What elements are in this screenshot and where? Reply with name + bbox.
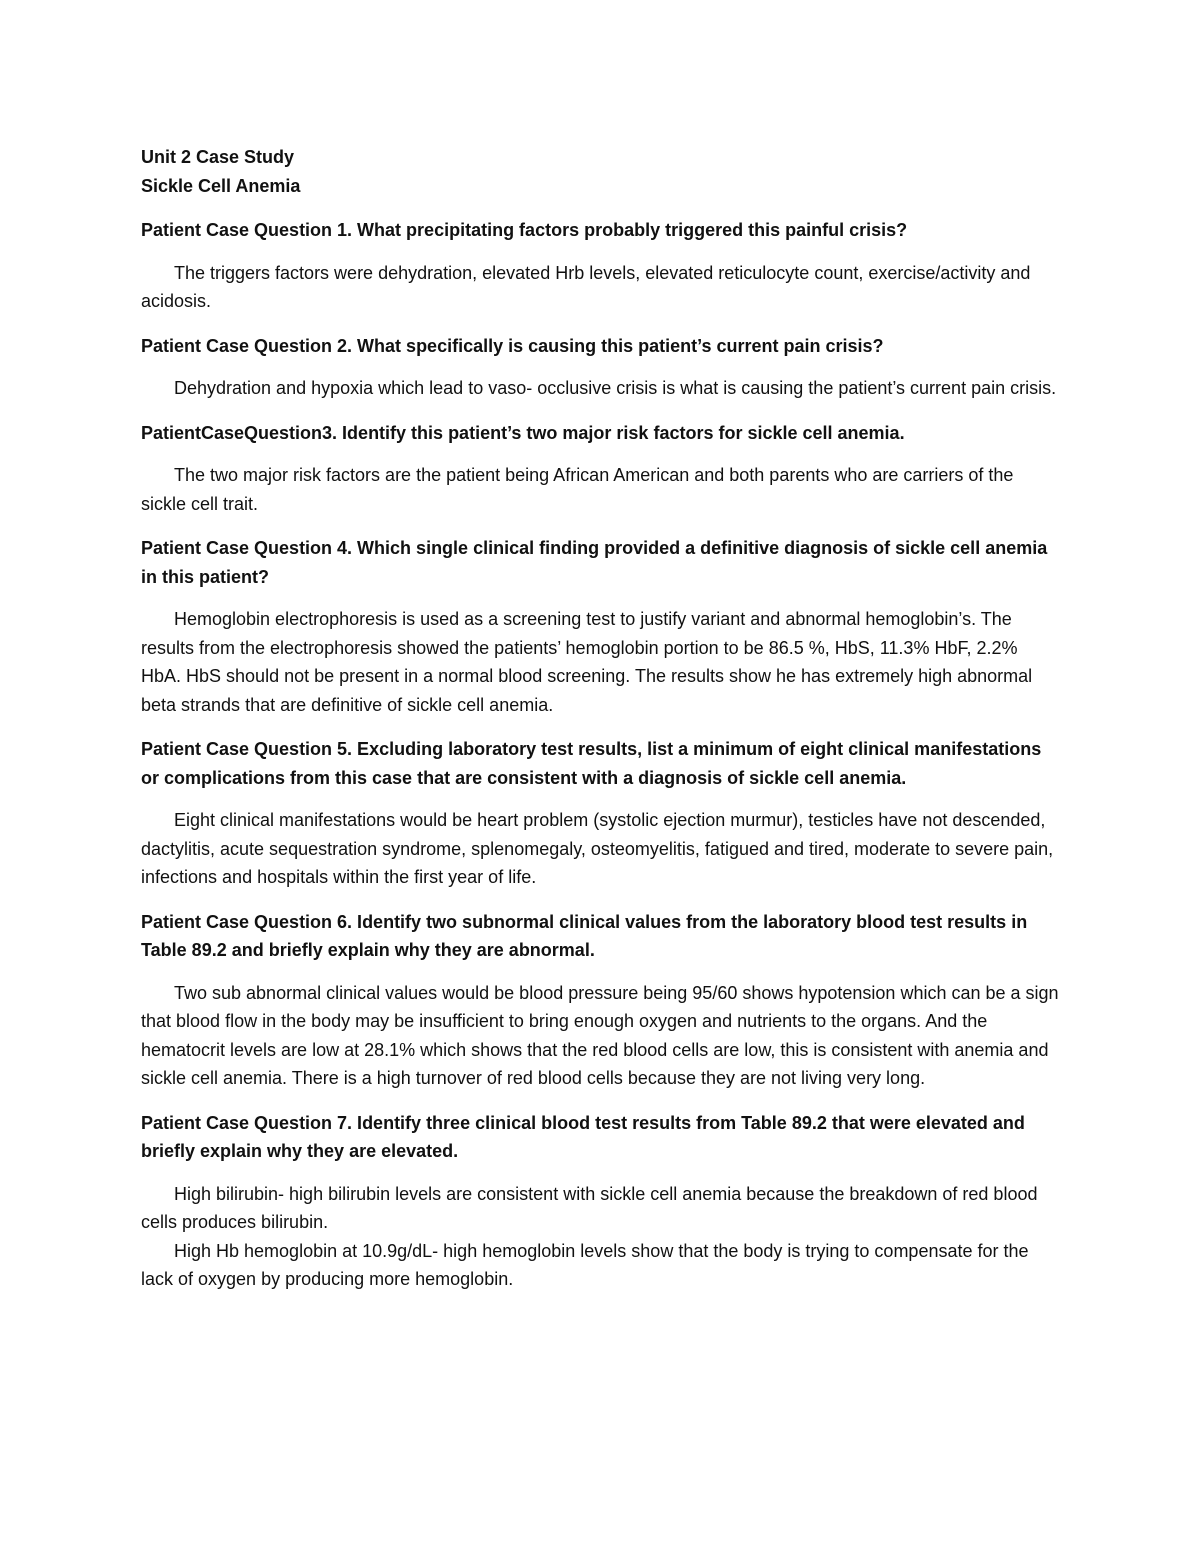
answer-3: The two major risk factors are the patient being African American and both parents who are carriers of the sickle cell trait. — [141, 465, 1014, 514]
question-3: PatientCaseQuestion3. Identify this patient’s two major risk factors for sickle cell anemia. — [141, 422, 905, 443]
question-6: Patient Case Question 6. Identify two subnormal clinical values from the laboratory blood test results in Table 89.2 and briefly explain why they are abnormal. — [141, 911, 1028, 960]
answer-1: The triggers factors were dehydration, elevated Hrb levels, elevated reticulocyte count, exercise/activity and acidosis. — [141, 262, 1031, 311]
question-7: Patient Case Question 7. Identify three clinical blood test results from Table 89.2 that were elevated and briefly explain why they are elevated. — [141, 1112, 1025, 1161]
document-page — [141, 143, 1061, 1294]
answer-4: Hemoglobin electrophoresis is used as a screening test to justify variant and abnormal hemoglobin’s. The results from the electrophoresis showed the patients’ hemoglobin portion to be 86.5 %, HbS, 11.3% HbF, 2.2% HbA. HbS should not be present in a normal blood screening. The results show he has extremely high abnormal beta strands that are definitive of sickle cell anemia. — [141, 609, 1033, 715]
answer-5: Eight clinical manifestations would be heart problem (systolic ejection murmur), testicles have not descended, dactylitis, acute sequestration syndrome, splenomegaly, osteomyelitis, fatigued and tired, moderate to severe pain, infections and hospitals within the first year of life. — [141, 810, 1054, 887]
document-title: Unit 2 Case Study — [141, 147, 295, 167]
document-subtitle: Sickle Cell Anemia — [141, 175, 301, 196]
answer-6: Two sub abnormal clinical values would be blood pressure being 95/60 shows hypotension which can be a sign that blood flow in the body may be insufficient to bring enough oxygen and nutrients to the organs. And the hematocrit levels are low at 28.1% which shows that the red blood cells are low, this is consistent with anemia and sickle cell anemia. There is a high turnover of red blood cells because they are not living very long. — [141, 982, 1059, 1088]
question-5: Patient Case Question 5. Excluding laboratory test results, list a minimum of eight clinical manifestations or complications from this case that are consistent with a diagnosis of sickle cell anemia. — [141, 739, 1042, 788]
answer-7b: High Hb hemoglobin at 10.9g/dL- high hemoglobin levels show that the body is trying to compensate for the lack of oxygen by producing more hemoglobin. — [141, 1240, 1029, 1289]
question-2: Patient Case Question 2. What specifically is causing this patient’s current pain crisis? — [141, 335, 884, 356]
answer-2: Dehydration and hypoxia which lead to vaso- occlusive crisis is what is causing the patient’s current pain crisis. — [174, 378, 1057, 398]
answer-7a: High bilirubin- high bilirubin levels are consistent with sickle cell anemia because the breakdown of red blood cells produces bilirubin. — [141, 1183, 1038, 1232]
question-1: Patient Case Question 1. What precipitating factors probably triggered this painful crisis? — [141, 220, 908, 240]
question-4: Patient Case Question 4. Which single clinical finding provided a definitive diagnosis of sickle cell anemia in this patient? — [141, 538, 1048, 587]
